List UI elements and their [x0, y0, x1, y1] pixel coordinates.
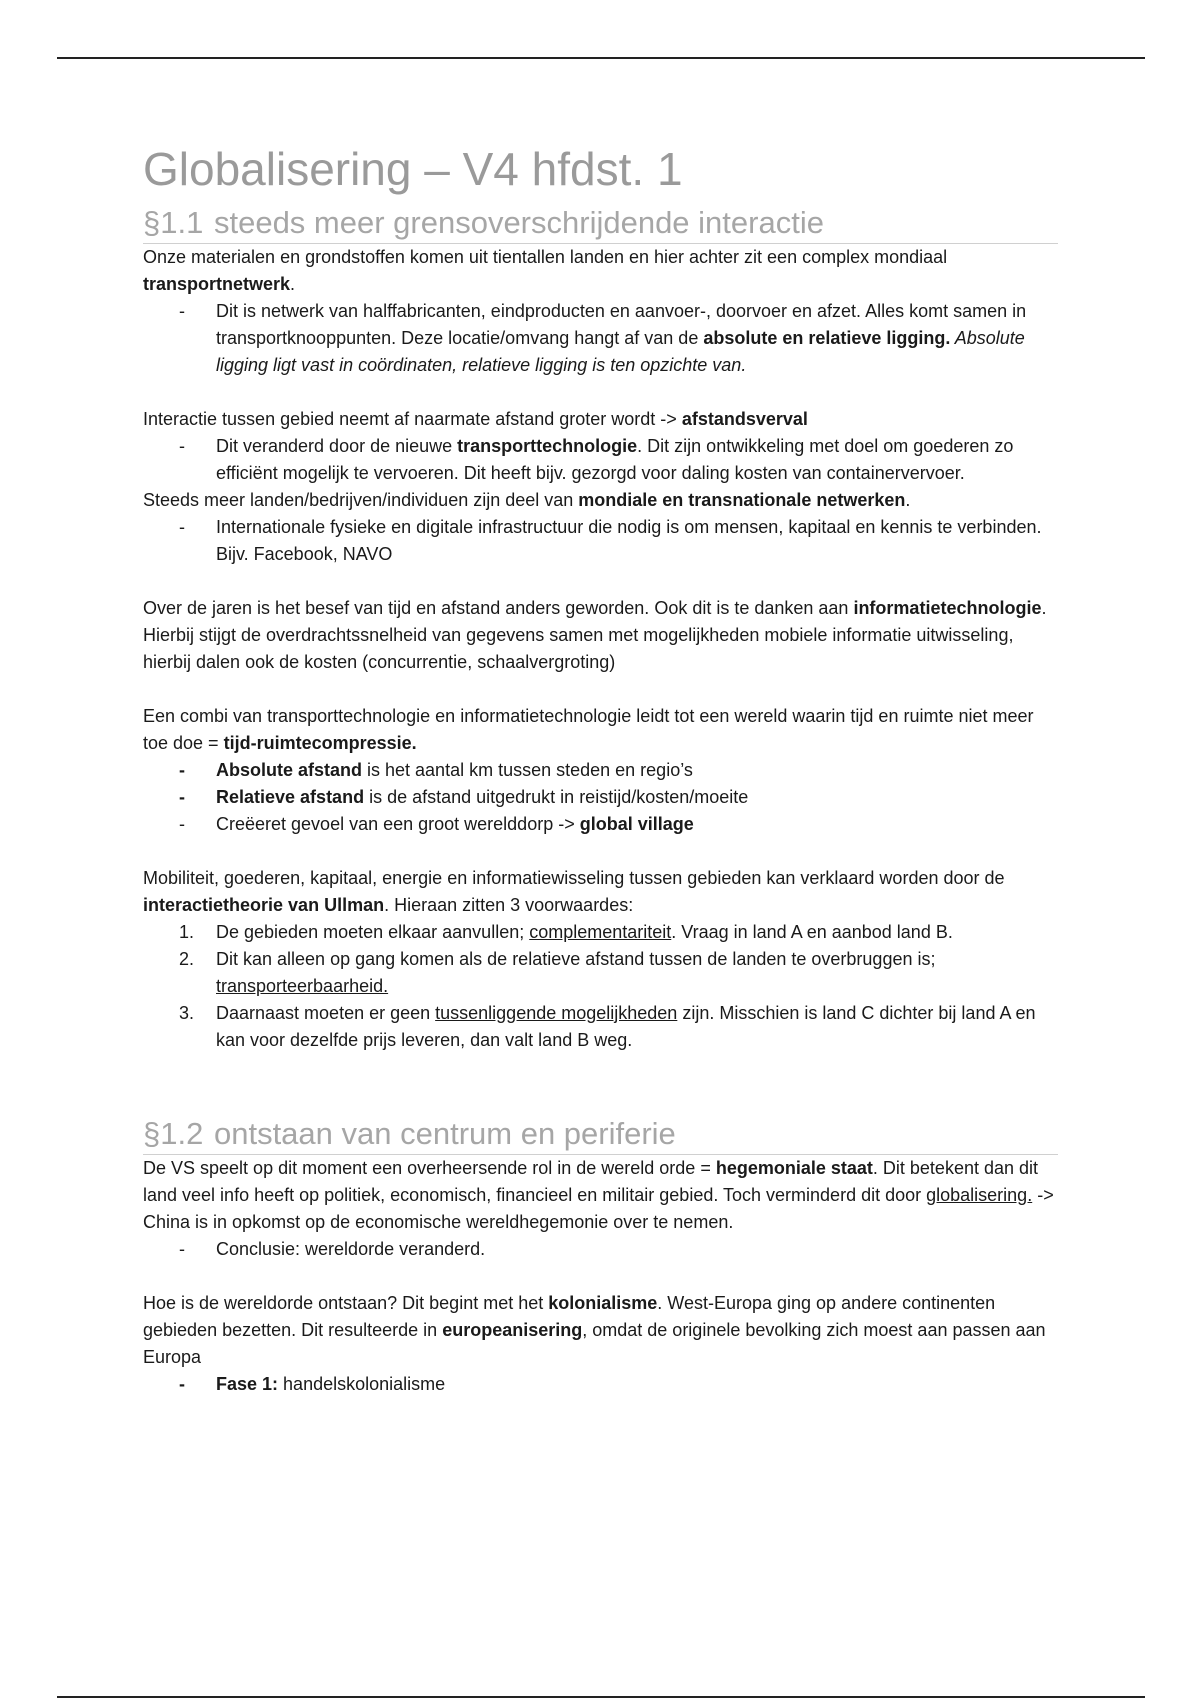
dash-marker: - — [179, 301, 185, 321]
section-title: ontstaan van centrum en periferie — [213, 1116, 676, 1151]
paragraph: Over de jaren is het besef van tijd en afstand anders geworden. Ook dit is te danken aan informatietechnologie. Hierbij stijgt de overdrachtssnelheid van gegevens samen met mogelijkheden mobiele informatie uitwisseling, hierbij dalen ook de kosten (concurrentie, schaalvergroting) — [143, 598, 1047, 672]
section-number: §1.2 — [143, 1116, 204, 1151]
dash-marker: - — [179, 814, 185, 834]
list-item: - Dit veranderd door de nieuwe transporttechnologie. Dit zijn ontwikkeling met doel om goederen zo efficiënt mogelijk te vervoeren. Dit heeft bijv. gezorgd voor daling kosten van containervervoer. — [143, 433, 1058, 487]
list-item: - Absolute afstand is het aantal km tussen steden en regio’s — [143, 757, 1058, 784]
paragraph: Mobiliteit, goederen, kapitaal, energie en informatiewisseling tussen gebieden kan verklaard worden door de interactietheorie van Ullman. Hieraan zitten 3 voorwaardes: — [143, 868, 1005, 915]
list-item: - Internationale fysieke en digitale infrastructuur die nodig is om mensen, kapitaal en kennis te verbinden. Bijv. Facebook, NAVO — [143, 514, 1058, 568]
number-marker: 1. — [179, 922, 195, 942]
numbered-item: 2. Dit kan alleen op gang komen als de relatieve afstand tussen de landen te overbruggen is; transporteerbaarheid. — [143, 946, 1058, 1000]
paragraph: Interactie tussen gebied neemt af naarmate afstand groter wordt -> afstandsverval — [143, 409, 808, 429]
section-number: §1.1 — [143, 205, 204, 240]
paragraph: Een combi van transporttechnologie en informatietechnologie leidt tot een wereld waarin tijd en ruimte niet meer toe doe = tijd-ruimtecompressie. — [143, 706, 1034, 753]
numbered-item: 3. Daarnaast moeten er geen tussenliggende mogelijkheden zijn. Misschien is land C dichter bij land A en kan voor dezelfde prijs leveren, dan valt land B weg. — [143, 1000, 1058, 1054]
section-heading-1-1 — [143, 204, 1058, 244]
section-title: steeds meer grensoverschrijdende interactie — [213, 205, 824, 240]
footer-rule — [57, 1696, 1145, 1698]
list-item: - Conclusie: wereldorde veranderd. — [143, 1236, 1058, 1263]
paragraph: Steeds meer landen/bedrijven/individuen zijn deel van mondiale en transnationale netwerken. — [143, 490, 911, 510]
list-item: - Fase 1: handelskolonialisme — [143, 1371, 1058, 1398]
paragraph: Hoe is de wereldorde ontstaan? Dit begint met het kolonialisme. West-Europa ging op andere continenten gebieden bezetten. Dit resulteerde in europeanisering, omdat de originele bevolking zich moest aan passen aan Europa — [143, 1293, 1046, 1367]
header-rule — [57, 57, 1145, 59]
document-title: Globalisering – V4 hfdst. 1 — [143, 143, 683, 195]
dash-marker: - — [179, 1239, 185, 1259]
dash-marker: - — [179, 787, 185, 807]
number-marker: 3. — [179, 1003, 195, 1023]
number-marker: 2. — [179, 949, 195, 969]
dash-marker: - — [179, 436, 185, 456]
dash-marker: - — [179, 760, 185, 780]
dash-marker: - — [179, 517, 185, 537]
dash-marker: - — [179, 1374, 185, 1394]
list-item: - Relatieve afstand is de afstand uitgedrukt in reistijd/kosten/moeite — [143, 784, 1058, 811]
paragraph: De VS speelt op dit moment een overheersende rol in de wereld orde = hegemoniale staat. Dit betekent dan dit land veel info heeft op politiek, economisch, financieel en militair gebied. Toch verminderd dit door globalisering. -> China is in opkomst op de economische wereldhegemonie over te nemen. — [143, 1158, 1054, 1232]
paragraph: Onze materialen en grondstoffen komen uit tientallen landen en hier achter zit een complex mondiaal transportnetwerk. — [143, 247, 948, 294]
section-heading-1-2 — [143, 1115, 1058, 1155]
list-item: - Creëeret gevoel van een groot werelddorp -> global village — [143, 811, 1058, 838]
list-item: - Dit is netwerk van halffabricanten, eindproducten en aanvoer-, doorvoer en afzet. Alles komt samen in transportknooppunten. Deze locatie/omvang hangt af van de absolute en relatieve ligging. Absolute ligging ligt vast in coördinaten, relatieve ligging is ten opzichte van. — [143, 298, 1058, 379]
numbered-item: 1. De gebieden moeten elkaar aanvullen; complementariteit. Vraag in land A en aanbod land B. — [143, 919, 1058, 946]
document-body — [143, 140, 1058, 1398]
